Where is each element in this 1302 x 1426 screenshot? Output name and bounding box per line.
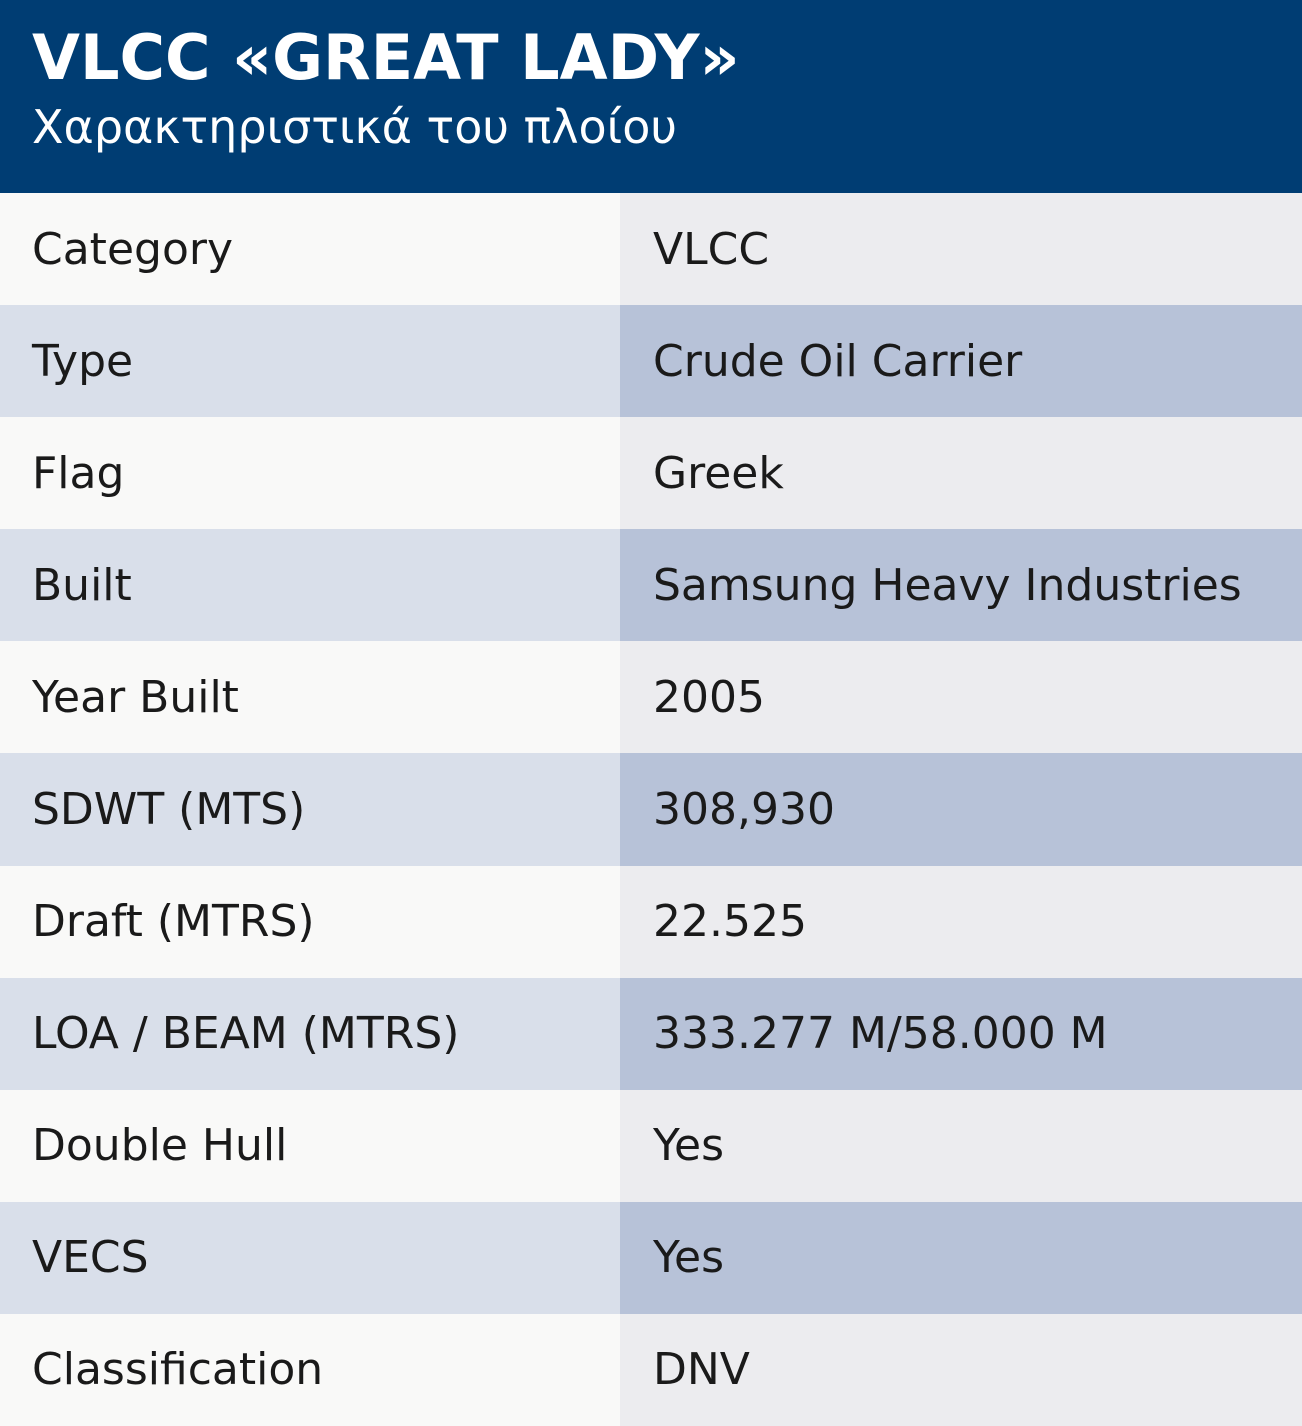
table-row (0, 1090, 1302, 1202)
row-value: DNV (620, 1314, 1302, 1426)
page-subtitle: Χαρακτηριστικά του πλοίου (32, 100, 678, 154)
table-row (0, 978, 1302, 1090)
row-label: Category (0, 193, 620, 305)
table-row (0, 305, 1302, 417)
row-value: Samsung Heavy Industries (620, 529, 1302, 641)
row-value: 333.277 M/58.000 M (620, 978, 1302, 1090)
row-label: VECS (0, 1202, 620, 1314)
row-value: VLCC (620, 193, 1302, 305)
table-row (0, 866, 1302, 978)
table-row (0, 1314, 1302, 1426)
page-title: VLCC «GREAT LADY» (32, 21, 740, 94)
table-row (0, 753, 1302, 865)
row-label: LOA / BEAM (MTRS) (0, 978, 620, 1090)
table-row (0, 193, 1302, 305)
table-row (0, 641, 1302, 753)
table-row (0, 1202, 1302, 1314)
row-value: Greek (620, 417, 1302, 529)
row-value: Crude Oil Carrier (620, 305, 1302, 417)
row-label: Double Hull (0, 1090, 620, 1202)
row-value: Yes (620, 1202, 1302, 1314)
row-value: Yes (620, 1090, 1302, 1202)
row-value: 2005 (620, 641, 1302, 753)
header (0, 0, 1302, 193)
table-row (0, 529, 1302, 641)
row-label: Year Built (0, 641, 620, 753)
row-label: Draft (MTRS) (0, 866, 620, 978)
row-value: 22.525 (620, 866, 1302, 978)
row-value: 308,930 (620, 753, 1302, 865)
row-label: SDWT (MTS) (0, 753, 620, 865)
row-label: Classification (0, 1314, 620, 1426)
table-row (0, 417, 1302, 529)
row-label: Flag (0, 417, 620, 529)
row-label: Type (0, 305, 620, 417)
specs-table (0, 193, 1302, 1426)
row-label: Built (0, 529, 620, 641)
